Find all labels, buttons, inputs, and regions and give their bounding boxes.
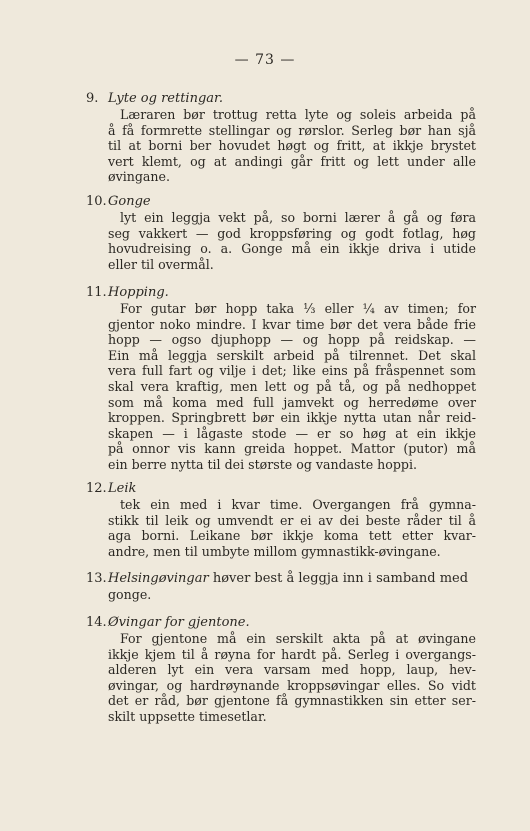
text-line: ikkje kjem til å røyna for hardt på. Serleg i overgangs- [108,646,476,662]
section-13 [86,570,476,603]
section-heading-continuation: høver best å leggja inn i samband med [208,571,469,586]
text-line: skapen — i lågaste stode — er so høg at ein ikkje [108,425,476,441]
section-heading [86,480,476,497]
text-line: stikk til leik og umvendt er ei av dei beste råder til å [108,512,476,528]
text-line: skal vera kraftig, men lett og på tå, og på nedhoppet [108,378,476,394]
text-line: hopp — ogso djuphopp — og hopp på reidskap. — [108,332,476,348]
text-line: For gutar bør hopp taka ⅓ eller ¼ av timen; for [120,301,476,316]
section-number: 11. [86,285,107,300]
section-14 [86,614,476,725]
text-line: seg vakkert — god kroppsføring og godt fotlag, høg [108,225,476,241]
text-line: Ein må leggja serskilt arbeid på tilrennet. Det skal [108,347,476,363]
text-line: til at borni ber hovudet høgt og fritt, at ikkje brystet [108,138,476,154]
section-9 [86,90,476,185]
section-heading [86,90,476,107]
text-line: tek ein med i kvar time. Overgangen frå gymna- [120,497,476,512]
section-12 [86,480,476,559]
text-line: vera full fart og vilje i det; like eins på fråspennet som [108,363,476,379]
text-line: hovudreising o. a. Gonge må ein ikkje driva i utide [108,241,476,257]
section-heading [86,570,476,587]
text-line: gonge. [108,587,152,602]
text-line: skilt uppsette timesetlar. [108,708,267,724]
text-line: andre, men til umbyte millom gymnastikk-øvingane. [108,543,441,559]
text-line: lyt ein leggja vekt på, so borni lærer å gå og føra [120,210,476,225]
section-number: 9. [86,91,99,106]
section-11 [86,284,476,473]
section-number: 13. [86,571,107,586]
text-line: vert klemt, og at andingi går fritt og lett under alle [108,153,476,169]
text-line: øvingane. [108,169,170,185]
section-title: Leik [108,481,137,496]
section-title: Lyte og rettingar. [108,91,223,106]
text-line: For gjentone må ein serskilt akta på at øvingane [120,631,476,646]
text-line: aga borni. Leikane bør ikkje koma tett etter kvar- [108,528,476,544]
section-number: 14. [86,615,107,630]
text-line: ein berre nytta til dei største og vandaste hoppi. [108,456,418,472]
section-title: Helsingøvingar [108,571,209,586]
text-line: eller til overmål. [108,256,214,272]
page-number: — 73 — [234,52,296,68]
section-title: Gonge [108,194,151,209]
text-line: øvingar, og hardrøynande kroppsøvingar elles. So vidt [108,677,476,693]
text-line: alderen lyt ein vera varsam med hopp, laup, hev- [108,662,476,678]
section-heading [86,614,476,631]
section-title: Hopping. [108,285,169,300]
text-line: gjentor noko mindre. I kvar time bør det vera både frie [108,316,476,332]
text-line: det er råd, bør gjentone få gymnastikken sin etter ser- [108,693,476,709]
text-line: Læraren bør trottug retta lyte og soleis arbeida på [120,107,476,122]
section-number: 10. [86,194,107,209]
text-line: på onnor vis kann greida hoppet. Mattor (putor) må [108,441,476,457]
text-line: kroppen. Springbrett bør ein ikkje nytta utan når reid- [108,410,476,426]
text-line: å få formrette stellingar og rørslor. Serleg bør han sjå [108,122,476,138]
section-heading [86,193,476,210]
section-10 [86,193,476,272]
text-line: som må koma med full jamvekt og herredøme over [108,394,476,410]
section-title: Øvingar for gjentone. [108,615,250,630]
section-number: 12. [86,481,107,496]
section-heading [86,284,476,301]
